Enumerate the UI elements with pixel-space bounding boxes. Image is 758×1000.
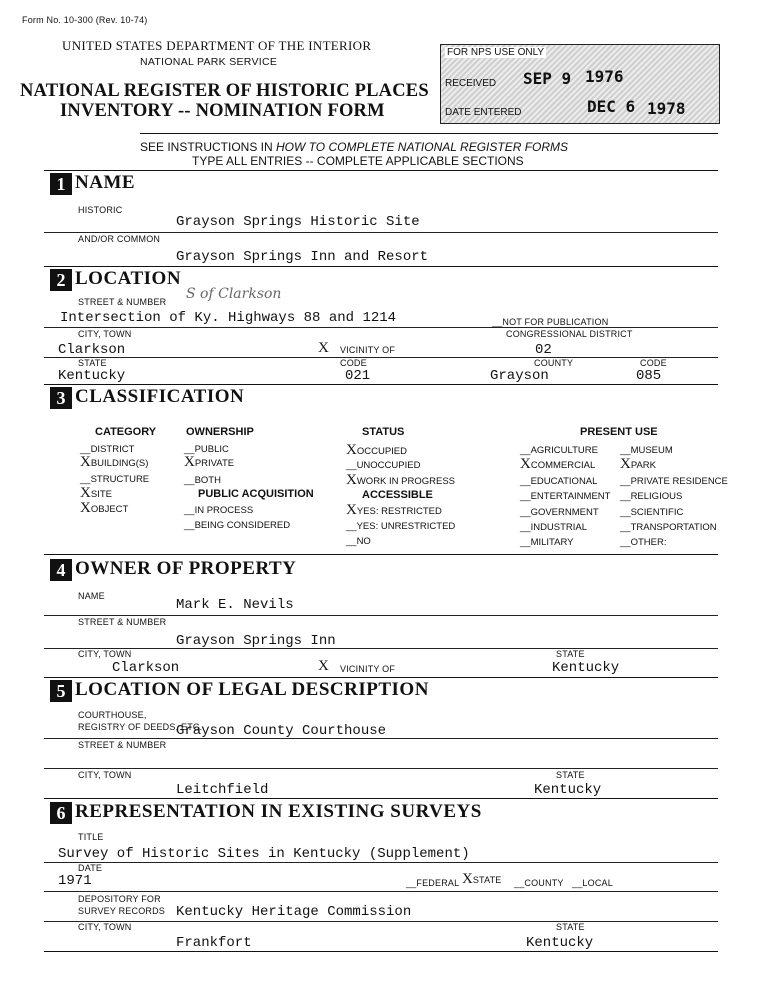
owner-street-label: STREET & NUMBER bbox=[78, 617, 167, 627]
use-transportation[interactable]: __TRANSPORTATION bbox=[620, 522, 717, 533]
section-title-owner: OWNER OF PROPERTY bbox=[75, 558, 297, 579]
section-title-name: NAME bbox=[75, 172, 136, 193]
legal-city-label: CITY, TOWN bbox=[78, 770, 132, 780]
section-number: 3 bbox=[50, 387, 72, 409]
depository-city-field[interactable]: Frankfort bbox=[176, 935, 252, 951]
accessible-no[interactable]: __NO bbox=[346, 536, 371, 547]
field-line bbox=[44, 232, 718, 233]
owner-state-field[interactable]: Kentucky bbox=[552, 660, 620, 676]
state-code-field[interactable]: 021 bbox=[345, 368, 371, 384]
use-private-residence[interactable]: __PRIVATE RESIDENCE bbox=[620, 476, 728, 487]
registry-label: REGISTRY OF DEEDS, ETC. bbox=[78, 722, 203, 732]
use-military[interactable]: __MILITARY bbox=[520, 537, 574, 548]
field-line bbox=[44, 615, 718, 616]
use-scientific[interactable]: __SCIENTIFIC bbox=[620, 507, 684, 518]
congressional-district-label: CONGRESSIONAL DISTRICT bbox=[506, 329, 633, 339]
public-acquisition-heading: PUBLIC ACQUISITION bbox=[198, 488, 314, 500]
section-title-surveys: REPRESENTATION IN EXISTING SURVEYS bbox=[75, 801, 482, 822]
owner-name-field[interactable]: Mark E. Nevils bbox=[176, 597, 294, 613]
depository-label: DEPOSITORY FOR bbox=[78, 894, 161, 904]
vicinity-label: VICINITY OF bbox=[340, 345, 396, 355]
survey-date-field[interactable]: 1971 bbox=[58, 873, 92, 889]
section-number: 6 bbox=[50, 802, 72, 824]
department-name: UNITED STATES DEPARTMENT OF THE INTERIOR bbox=[62, 38, 372, 53]
instructions-line2: TYPE ALL ENTRIES -- COMPLETE APPLICABLE SECTIONS bbox=[192, 154, 524, 168]
common-name-label: AND/OR COMMON bbox=[78, 234, 161, 244]
divider bbox=[44, 266, 718, 267]
depository-city-label: CITY, TOWN bbox=[78, 922, 132, 932]
survey-state-option[interactable]: XSTATE bbox=[462, 871, 502, 887]
code-label: CODE bbox=[340, 358, 367, 368]
common-name-field[interactable]: Grayson Springs Inn and Resort bbox=[176, 249, 429, 265]
owner-state-label: STATE bbox=[556, 649, 585, 659]
legal-city-field[interactable]: Leitchfield bbox=[176, 782, 269, 798]
category-heading: CATEGORY bbox=[95, 426, 157, 438]
use-industrial[interactable]: __INDUSTRIAL bbox=[520, 522, 588, 533]
city-field[interactable]: Clarkson bbox=[58, 342, 126, 358]
section-title-classification: CLASSIFICATION bbox=[75, 386, 245, 407]
divider bbox=[44, 384, 718, 385]
divider bbox=[44, 554, 718, 555]
field-line bbox=[44, 357, 718, 358]
category-buildings[interactable]: XBUILDING(S) bbox=[80, 454, 149, 470]
use-commercial[interactable]: XCOMMERCIAL bbox=[520, 456, 596, 472]
service-name: NATIONAL PARK SERVICE bbox=[140, 56, 278, 68]
legal-street-label: STREET & NUMBER bbox=[78, 740, 167, 750]
survey-records-label: SURVEY RECORDS bbox=[78, 906, 165, 916]
section-number: 2 bbox=[50, 269, 72, 291]
nps-use-label: FOR NPS USE ONLY bbox=[447, 47, 545, 58]
category-structure[interactable]: __STRUCTURE bbox=[80, 474, 150, 485]
divider bbox=[44, 951, 718, 952]
ownership-private[interactable]: XPRIVATE bbox=[184, 454, 235, 470]
section-number: 4 bbox=[50, 559, 72, 581]
use-government[interactable]: __GOVERNMENT bbox=[520, 507, 599, 518]
depository-field[interactable]: Kentucky Heritage Commission bbox=[176, 904, 412, 920]
section-title-legal-description: LOCATION OF LEGAL DESCRIPTION bbox=[75, 679, 429, 700]
county-field[interactable]: Grayson bbox=[490, 368, 549, 384]
street-label: STREET & NUMBER bbox=[78, 297, 167, 307]
courthouse-label: COURTHOUSE, bbox=[78, 710, 147, 720]
survey-local-option[interactable]: __LOCAL bbox=[572, 878, 613, 888]
accessible-yes-restricted[interactable]: XYES: RESTRICTED bbox=[346, 502, 442, 518]
entered-year: 1978 bbox=[647, 99, 686, 118]
not-for-publication-option[interactable]: __NOT FOR PUBLICATION bbox=[492, 317, 609, 327]
received-year: 1976 bbox=[585, 67, 624, 86]
accessible-heading: ACCESSIBLE bbox=[362, 489, 433, 501]
divider bbox=[44, 170, 718, 171]
use-museum[interactable]: __MUSEUM bbox=[620, 445, 673, 456]
vicinity-checkbox[interactable]: X bbox=[318, 340, 329, 356]
owner-city-label: CITY, TOWN bbox=[78, 649, 132, 659]
survey-date-label: DATE bbox=[78, 863, 103, 873]
county-code-label: CODE bbox=[640, 358, 667, 368]
category-site[interactable]: XSITE bbox=[80, 485, 112, 501]
depository-state-label: STATE bbox=[556, 922, 585, 932]
acquisition-being-considered[interactable]: __BEING CONSIDERED bbox=[184, 520, 291, 531]
status-unoccupied[interactable]: __UNOCCUPIED bbox=[346, 460, 421, 471]
field-line bbox=[44, 327, 718, 328]
field-line bbox=[44, 648, 718, 649]
owner-city-field[interactable]: Clarkson bbox=[112, 660, 180, 676]
owner-vicinity-label: VICINITY OF bbox=[340, 664, 396, 674]
acquisition-in-process[interactable]: __IN PROCESS bbox=[184, 505, 254, 516]
state-field[interactable]: Kentucky bbox=[58, 368, 126, 384]
legal-state-label: STATE bbox=[556, 770, 585, 780]
nps-use-box bbox=[440, 44, 720, 124]
status-work-in-progress[interactable]: XWORK IN PROGRESS bbox=[346, 472, 456, 488]
instructions-line1: SEE INSTRUCTIONS IN HOW TO COMPLETE NATIONAL REGISTER FORMS bbox=[140, 140, 569, 154]
section-title-location: LOCATION bbox=[75, 268, 182, 289]
category-object[interactable]: XOBJECT bbox=[80, 500, 129, 516]
present-use-heading: PRESENT USE bbox=[580, 426, 658, 438]
form-number: Form No. 10-300 (Rev. 10-74) bbox=[22, 15, 148, 25]
survey-title-label: TITLE bbox=[78, 832, 104, 842]
ownership-public[interactable]: __PUBLIC bbox=[184, 444, 229, 455]
city-label: CITY, TOWN bbox=[78, 329, 132, 339]
section-number: 5 bbox=[50, 680, 72, 702]
status-occupied[interactable]: XOCCUPIED bbox=[346, 442, 407, 458]
owner-street-field[interactable]: Grayson Springs Inn bbox=[176, 633, 336, 649]
county-label: COUNTY bbox=[534, 358, 574, 368]
historic-name-field[interactable]: Grayson Springs Historic Site bbox=[176, 214, 420, 230]
category-district[interactable]: __DISTRICT bbox=[80, 444, 135, 455]
form-subtitle: INVENTORY -- NOMINATION FORM bbox=[60, 101, 385, 121]
section-number: 1 bbox=[50, 173, 72, 195]
divider bbox=[44, 677, 718, 678]
courthouse-field[interactable]: Grayson County Courthouse bbox=[176, 723, 387, 739]
use-religious[interactable]: __RELIGIOUS bbox=[620, 491, 683, 502]
historic-label: HISTORIC bbox=[78, 205, 123, 215]
survey-county-option[interactable]: __COUNTY bbox=[514, 878, 564, 888]
ownership-heading: OWNERSHIP bbox=[186, 426, 254, 438]
accessible-yes-unrestricted[interactable]: __YES: UNRESTRICTED bbox=[346, 521, 456, 532]
handwritten-annotation: S of Clarkson bbox=[186, 286, 282, 302]
owner-name-label: NAME bbox=[78, 591, 105, 601]
received-label: RECEIVED bbox=[445, 78, 497, 89]
field-line bbox=[44, 738, 718, 739]
divider bbox=[140, 133, 718, 134]
received-stamp: SEP 9 bbox=[523, 69, 572, 88]
use-other[interactable]: __OTHER: bbox=[620, 537, 667, 548]
use-entertainment[interactable]: __ENTERTAINMENT bbox=[520, 491, 611, 502]
use-park[interactable]: XPARK bbox=[620, 456, 657, 472]
depository-state-field[interactable]: Kentucky bbox=[526, 935, 594, 951]
field-line bbox=[44, 768, 718, 769]
divider bbox=[44, 798, 718, 799]
legal-state-field[interactable]: Kentucky bbox=[534, 782, 602, 798]
owner-vicinity-checkbox[interactable]: X bbox=[318, 658, 329, 674]
field-line bbox=[44, 862, 718, 863]
state-label: STATE bbox=[78, 358, 107, 368]
street-field[interactable]: Intersection of Ky. Highways 88 and 1214 bbox=[60, 310, 397, 326]
survey-title-field[interactable]: Survey of Historic Sites in Kentucky (Supplement) bbox=[58, 846, 470, 862]
entered-stamp: DEC 6 bbox=[587, 97, 636, 116]
date-entered-label: DATE ENTERED bbox=[445, 107, 522, 118]
county-code-field[interactable]: 085 bbox=[636, 368, 662, 384]
survey-federal-option[interactable]: __FEDERAL bbox=[406, 878, 460, 888]
use-educational[interactable]: __EDUCATIONAL bbox=[520, 476, 598, 487]
field-line bbox=[44, 921, 718, 922]
form-title: NATIONAL REGISTER OF HISTORIC PLACES bbox=[20, 81, 429, 101]
status-heading: STATUS bbox=[362, 426, 405, 438]
congressional-district-field[interactable]: 02 bbox=[535, 342, 552, 358]
field-line bbox=[44, 891, 718, 892]
ownership-both[interactable]: __BOTH bbox=[184, 475, 221, 486]
use-agriculture[interactable]: __AGRICULTURE bbox=[520, 445, 598, 456]
